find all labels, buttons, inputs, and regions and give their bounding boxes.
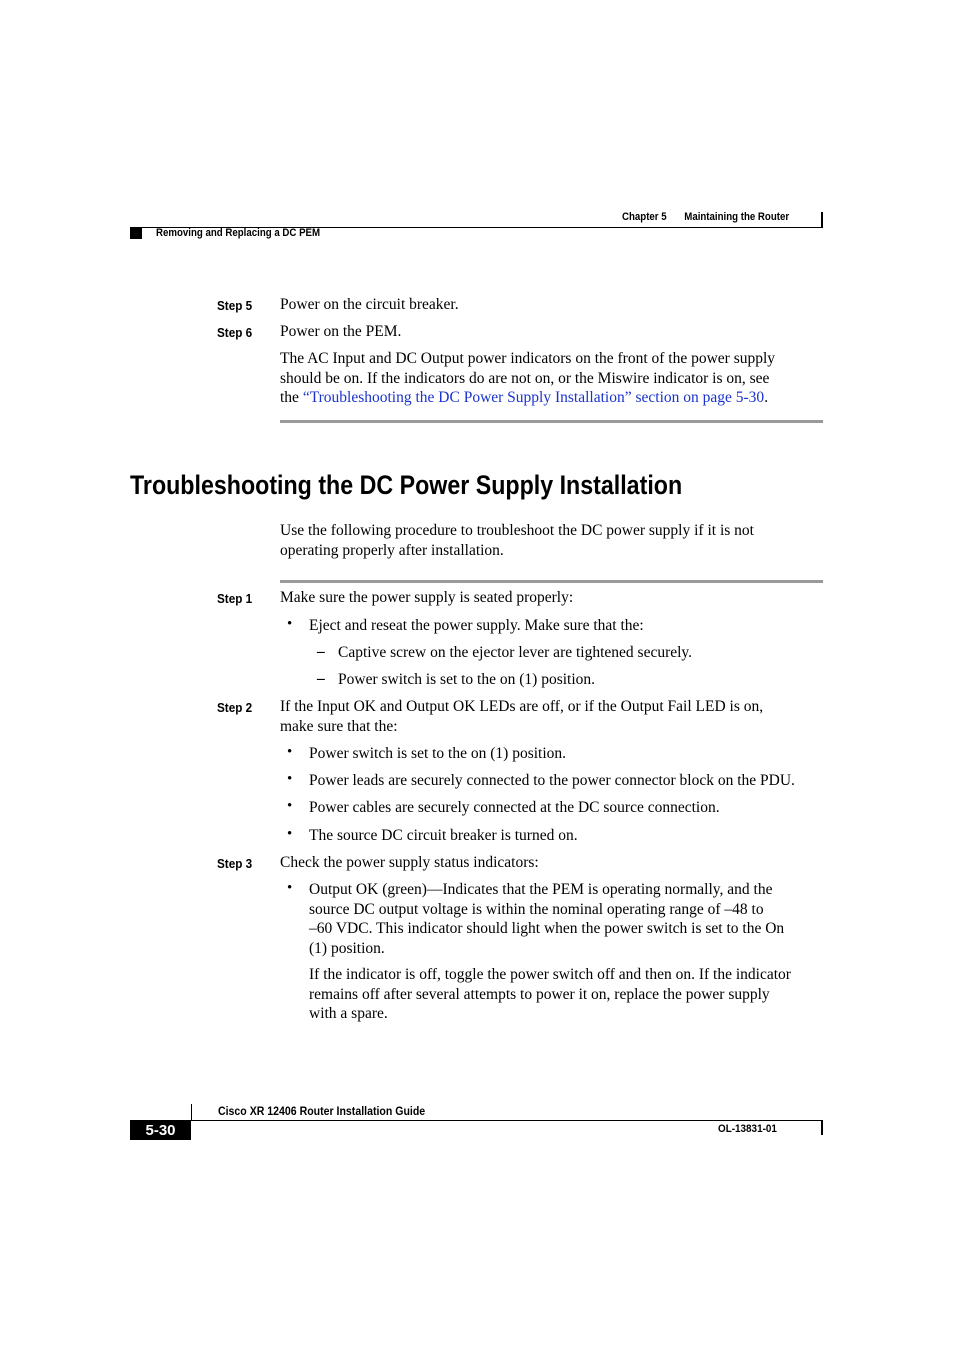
- step-label: Step 6: [217, 325, 253, 340]
- bullet-text: Power cables are securely connected at the DC source connection.: [309, 799, 720, 816]
- bullet-line: source DC output voltage is within the nominal operating range of –48 to: [309, 900, 764, 918]
- bullet-text: The source DC circuit breaker is turned on.: [309, 827, 578, 844]
- bullet-marker: •: [287, 616, 293, 632]
- intro-line: operating properly after installation.: [280, 541, 504, 559]
- note-suffix: .: [764, 389, 769, 406]
- bullet-paragraph: [309, 965, 825, 1024]
- bullet-marker: •: [287, 880, 293, 896]
- chapter-title: Maintaining the Router: [684, 211, 790, 223]
- procedure-start-rule: [280, 580, 823, 583]
- bullet-text: [309, 880, 825, 958]
- step-text: Power on the circuit breaker.: [280, 296, 459, 313]
- running-header-chapter: [622, 211, 789, 223]
- intro-line: Use the following procedure to troubleshoot the DC power supply if it is not: [280, 522, 754, 539]
- step-text: Check the power supply status indicators:: [280, 854, 539, 871]
- step-text: Power on the PEM.: [280, 323, 402, 340]
- step-note: [280, 349, 825, 408]
- chapter-number: Chapter 5: [622, 211, 667, 223]
- bullet-text: Eject and reseat the power supply. Make sure that the:: [309, 617, 644, 634]
- note-line: should be on. If the indicators do are not on, or the Miswire indicator is on, see: [280, 369, 770, 387]
- note-prefix: the: [280, 389, 303, 406]
- bullet-text: Power switch is set to the on (1) position.: [309, 745, 567, 762]
- step-text: [280, 697, 825, 736]
- paragraph-line: with a spare.: [309, 1005, 388, 1022]
- bullet-text: Power leads are securely connected to the power connector block on the PDU.: [309, 772, 795, 789]
- step-line: make sure that the:: [280, 717, 398, 735]
- page-number: 5-30: [130, 1120, 191, 1140]
- paragraph-line: remains off after several attempts to power it on, replace the power supply: [309, 985, 770, 1003]
- bullet-marker: •: [287, 744, 293, 760]
- bullet-line: Output OK (green)—Indicates that the PEM is operating normally, and the: [309, 881, 773, 898]
- footer-divider: [191, 1104, 192, 1121]
- footer-guide-title: Cisco XR 12406 Router Installation Guide: [218, 1104, 426, 1118]
- bullet-marker: •: [287, 798, 293, 814]
- note-line: [280, 388, 825, 408]
- sub-item-text: Captive screw on the ejector lever are tightened securely.: [338, 644, 693, 661]
- step-text: Make sure the power supply is seated properly:: [280, 589, 574, 606]
- troubleshooting-link[interactable]: “Troubleshooting the DC Power Supply Installation” section on page 5-30: [302, 389, 765, 406]
- doc-number: OL-13831-01: [718, 1123, 777, 1135]
- header-tick: [821, 212, 823, 228]
- step-label: Step 5: [217, 298, 253, 313]
- bullet-marker: •: [287, 771, 293, 787]
- paragraph-line: If the indicator is off, toggle the power switch off and then on. If the indicator: [309, 966, 791, 983]
- bullet-marker: •: [287, 826, 293, 842]
- step-label: Step 3: [217, 856, 253, 871]
- bullet-line: (1) position.: [309, 939, 385, 957]
- section-intro: [280, 521, 825, 560]
- footer-tick: [821, 1121, 823, 1135]
- step-label: Step 1: [217, 591, 253, 606]
- footer-rule: [191, 1120, 823, 1121]
- step-label: Step 2: [217, 700, 253, 715]
- bullet-line: –60 VDC. This indicator should light when the power switch is set to the On: [309, 920, 785, 937]
- dash-marker: –: [317, 643, 325, 660]
- sub-item-text: Power switch is set to the on (1) position.: [338, 671, 596, 688]
- header-block-marker: [130, 227, 142, 239]
- note-line: The AC Input and DC Output power indicators on the front of the power supply: [280, 350, 776, 367]
- dash-marker: –: [317, 670, 325, 687]
- section-title: Troubleshooting the DC Power Supply Installation: [130, 470, 683, 500]
- running-header-section: Removing and Replacing a DC PEM: [156, 227, 321, 239]
- procedure-end-rule: [280, 420, 823, 423]
- step-line: If the Input OK and Output OK LEDs are off, or if the Output Fail LED is on,: [280, 698, 764, 715]
